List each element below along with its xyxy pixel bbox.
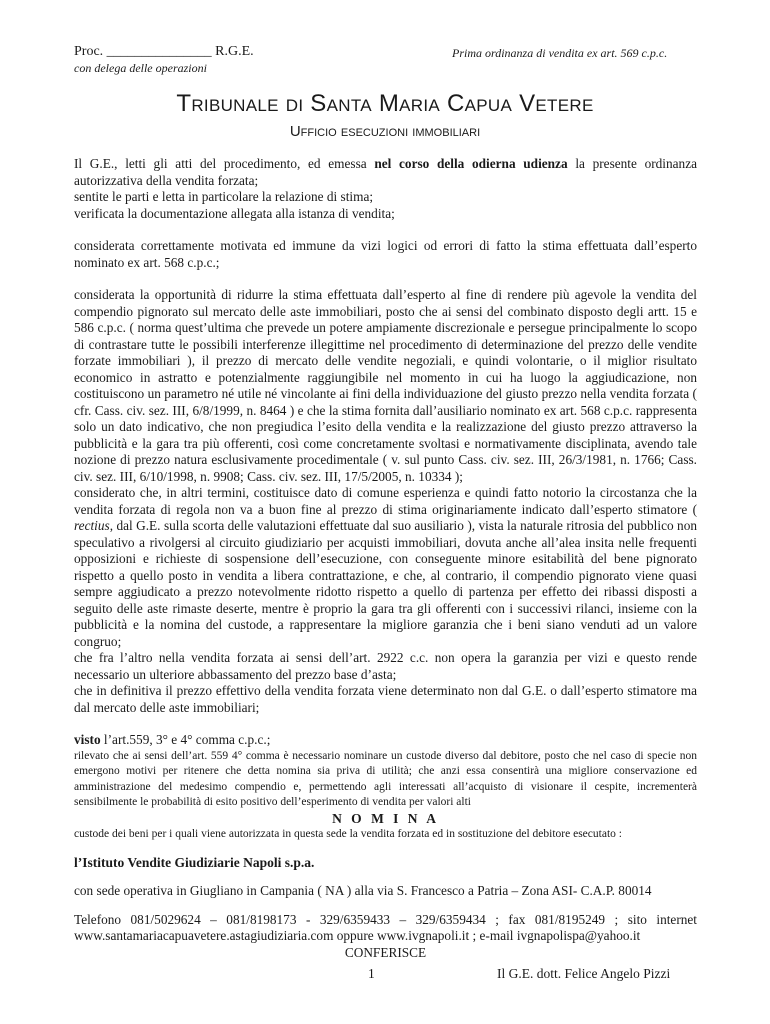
ordinanza-label: Prima ordinanza di vendita ex art. 569 c.p.c. bbox=[452, 46, 668, 60]
intro-paragraph bbox=[74, 156, 697, 189]
intro-bold: nel corso della odierna udienza bbox=[374, 156, 568, 171]
istituto-name: l’Istituto Vendite Giudiziarie Napoli s.p.a. bbox=[74, 854, 315, 870]
intro-text-end: la presente ordinanza autorizzativa della vendita forzata; bbox=[74, 156, 698, 188]
page-subtitle: Ufficio esecuzioni immobiliari bbox=[289, 123, 481, 140]
che-paragraph-2: che in definitiva il prezzo effettivo della vendita forzata viene determinato non dal G.E. o dall’esperto stimatore ma dal mercato delle aste immobiliari; bbox=[74, 683, 697, 715]
visto-bold: visto bbox=[74, 732, 101, 747]
considerato-text-end: , dal G.E. sulla scorta delle valutazioni effettuate dal suo ausiliario ), vista la naturale ritrosia del pubblico non speculativo a rivolgersi al circuito giudiziario per acquisti immobiliari, dovuta anche all’alea insita nelle frequenti opposizioni e richieste di sospensione dell’esecuzione, con conseguente minore esitabilità del bene pignorato rispetto a quello posto in vendita a libera contrattazione, e che, al contrario, il compendio pignorato viene quasi sempre aggiudicato a prezzo notevolmente ridotto rispetto a quello di partenza per effetto dei ribassi disposti a seguito delle aste rimaste deserte, mentre è proprio la gara tra gli offerenti con i successivi rilanci, insieme con la pubblicità e la nomina del custode, a rappresentare la migliore garanzia che i beni siano venduti ad un valore congruo; bbox=[74, 518, 697, 649]
delega-note: con delega delle operazioni bbox=[74, 61, 207, 75]
page-title: Tribunale di Santa Maria Capua Vetere bbox=[176, 90, 594, 117]
verificata-line: verificata la documentazione allegata alla istanza di vendita; bbox=[74, 205, 395, 221]
sede-paragraph: con sede operativa in Giugliano in Campania ( NA ) alla via S. Francesco a Patria – Zona ASI- C.A.P. 80014 bbox=[74, 883, 652, 898]
rectius-italic: rectius bbox=[74, 518, 110, 533]
considerato-paragraph bbox=[74, 485, 697, 650]
nomina-heading: N O M I N A bbox=[332, 810, 439, 826]
sentite-line: sentite le parti e letta in particolare la relazione di stima; bbox=[74, 189, 374, 204]
visto-text: l’art.559, 3° e 4° comma c.p.c.; bbox=[100, 732, 271, 747]
document-body bbox=[74, 156, 697, 961]
intro-text: Il G.E., letti gli atti del procedimento, ed emessa bbox=[74, 156, 375, 171]
judge-signature: Il G.E. dott. Felice Angelo Pizzi bbox=[497, 966, 671, 981]
rilevato-paragraph: rilevato che ai sensi dell’art. 559 4° comma è necessario nominare un custode diverso dal debitore, posto che nel caso di specie non emergono motivi per ritenere che detta nomina sia priva di utilità; che anzi essa consentirà una migliore conservazione ed amministrazione del medesimo compendio e, permettendo agli interessati all’acquisto di visionare il cespite, incrementerà sensibilmente le probabilità di esito positivo dell’esperimento di vendita per valori alti bbox=[74, 749, 697, 808]
considerata-paragraph-2: considerata la opportunità di ridurre la stima effettuata dall’esperto al fine di rendere più agevole la vendita del compendio pignorato sul mercato delle aste immobiliari, posto che ai sensi del combinato disposto degli artt. 15 e 586 c.p.c. ( norma quest’ultima che prevede un potere ampiamente discrezionale e persegue principalmente lo scopo di contrastare tutte le possibili interferenze illegittime nel procedimento di determinazione del prezzo delle vendite forzate immobiliari ), il prezzo di mercato delle vendite negoziali, e quindi volontarie, o il miglior risultato economico in astratto e potenzialmente raggiungibile nel momento in cui ha luogo la aggiudicazione, non costituiscono un parametro né utile né vincolante ai fini della individuazione del giusto prezzo nella vendita forzata ( cfr. Cass. civ. sez. III, 6/8/1999, n. 8464 ) e che la stima fornita dall’ausiliario nominato ex art. 568 c.p.c. rappresenta solo un dato indicativo, che non pregiudica l’esito della vendita e la realizzazione del giusto prezzo attraverso la pubblicità e la gara tra più offerenti, così come concretamente svoltasi e normativamente disciplinata, avendo tale nozione di prezzo natura esclusivamente procedimentale ( v. sul punto Cass. civ. sez. III, 26/3/1981, n. 1766; Cass. civ. sez. III, 6/10/1998, n. 9908; Cass. civ. sez. III, 17/5/2005, n. 10334 ); bbox=[74, 287, 697, 484]
che-paragraph-1: che fra l’altro nella vendita forzata ai sensi dell’art. 2922 c.c. non opera la garanzia per vizi e questo rende necessario un ulteriore abbassamento del prezzo base d’asta; bbox=[74, 650, 697, 682]
page-number: 1 bbox=[368, 966, 375, 981]
considerata-paragraph-1: considerata correttamente motivata ed immune da vizi logici od errori di fatto la stima effettuata dall’esperto nominato ex art. 568 c.p.c.; bbox=[74, 238, 697, 270]
considerato-text: considerato che, in altri termini, costituisce dato di comune esperienza e quindi fatto notorio la circostanza che la vendita forzata di regola non va a buon fine al prezzo di stima originariamente indicato dall’esperto stimatore ( bbox=[74, 485, 697, 517]
visto-line bbox=[74, 732, 697, 749]
conferisce-heading: CONFERISCE bbox=[344, 944, 427, 960]
proc-line: Proc. _______________ R.G.E. bbox=[74, 44, 254, 59]
custode-line: custode dei beni per i quali viene autorizzata in questa sede la vendita forzata ed in sostituzione del debitore esecutato : bbox=[74, 828, 622, 840]
contacts-paragraph: Telefono 081/5029624 – 081/8198173 - 329/6359433 – 329/6359434 ; fax 081/8195249 ; sito internet www.santamariacapuavetere.astagiudiziaria.com oppure www.ivgnapoli.it ; e-mail ivgnapolispa@yahoo.it bbox=[74, 911, 697, 943]
